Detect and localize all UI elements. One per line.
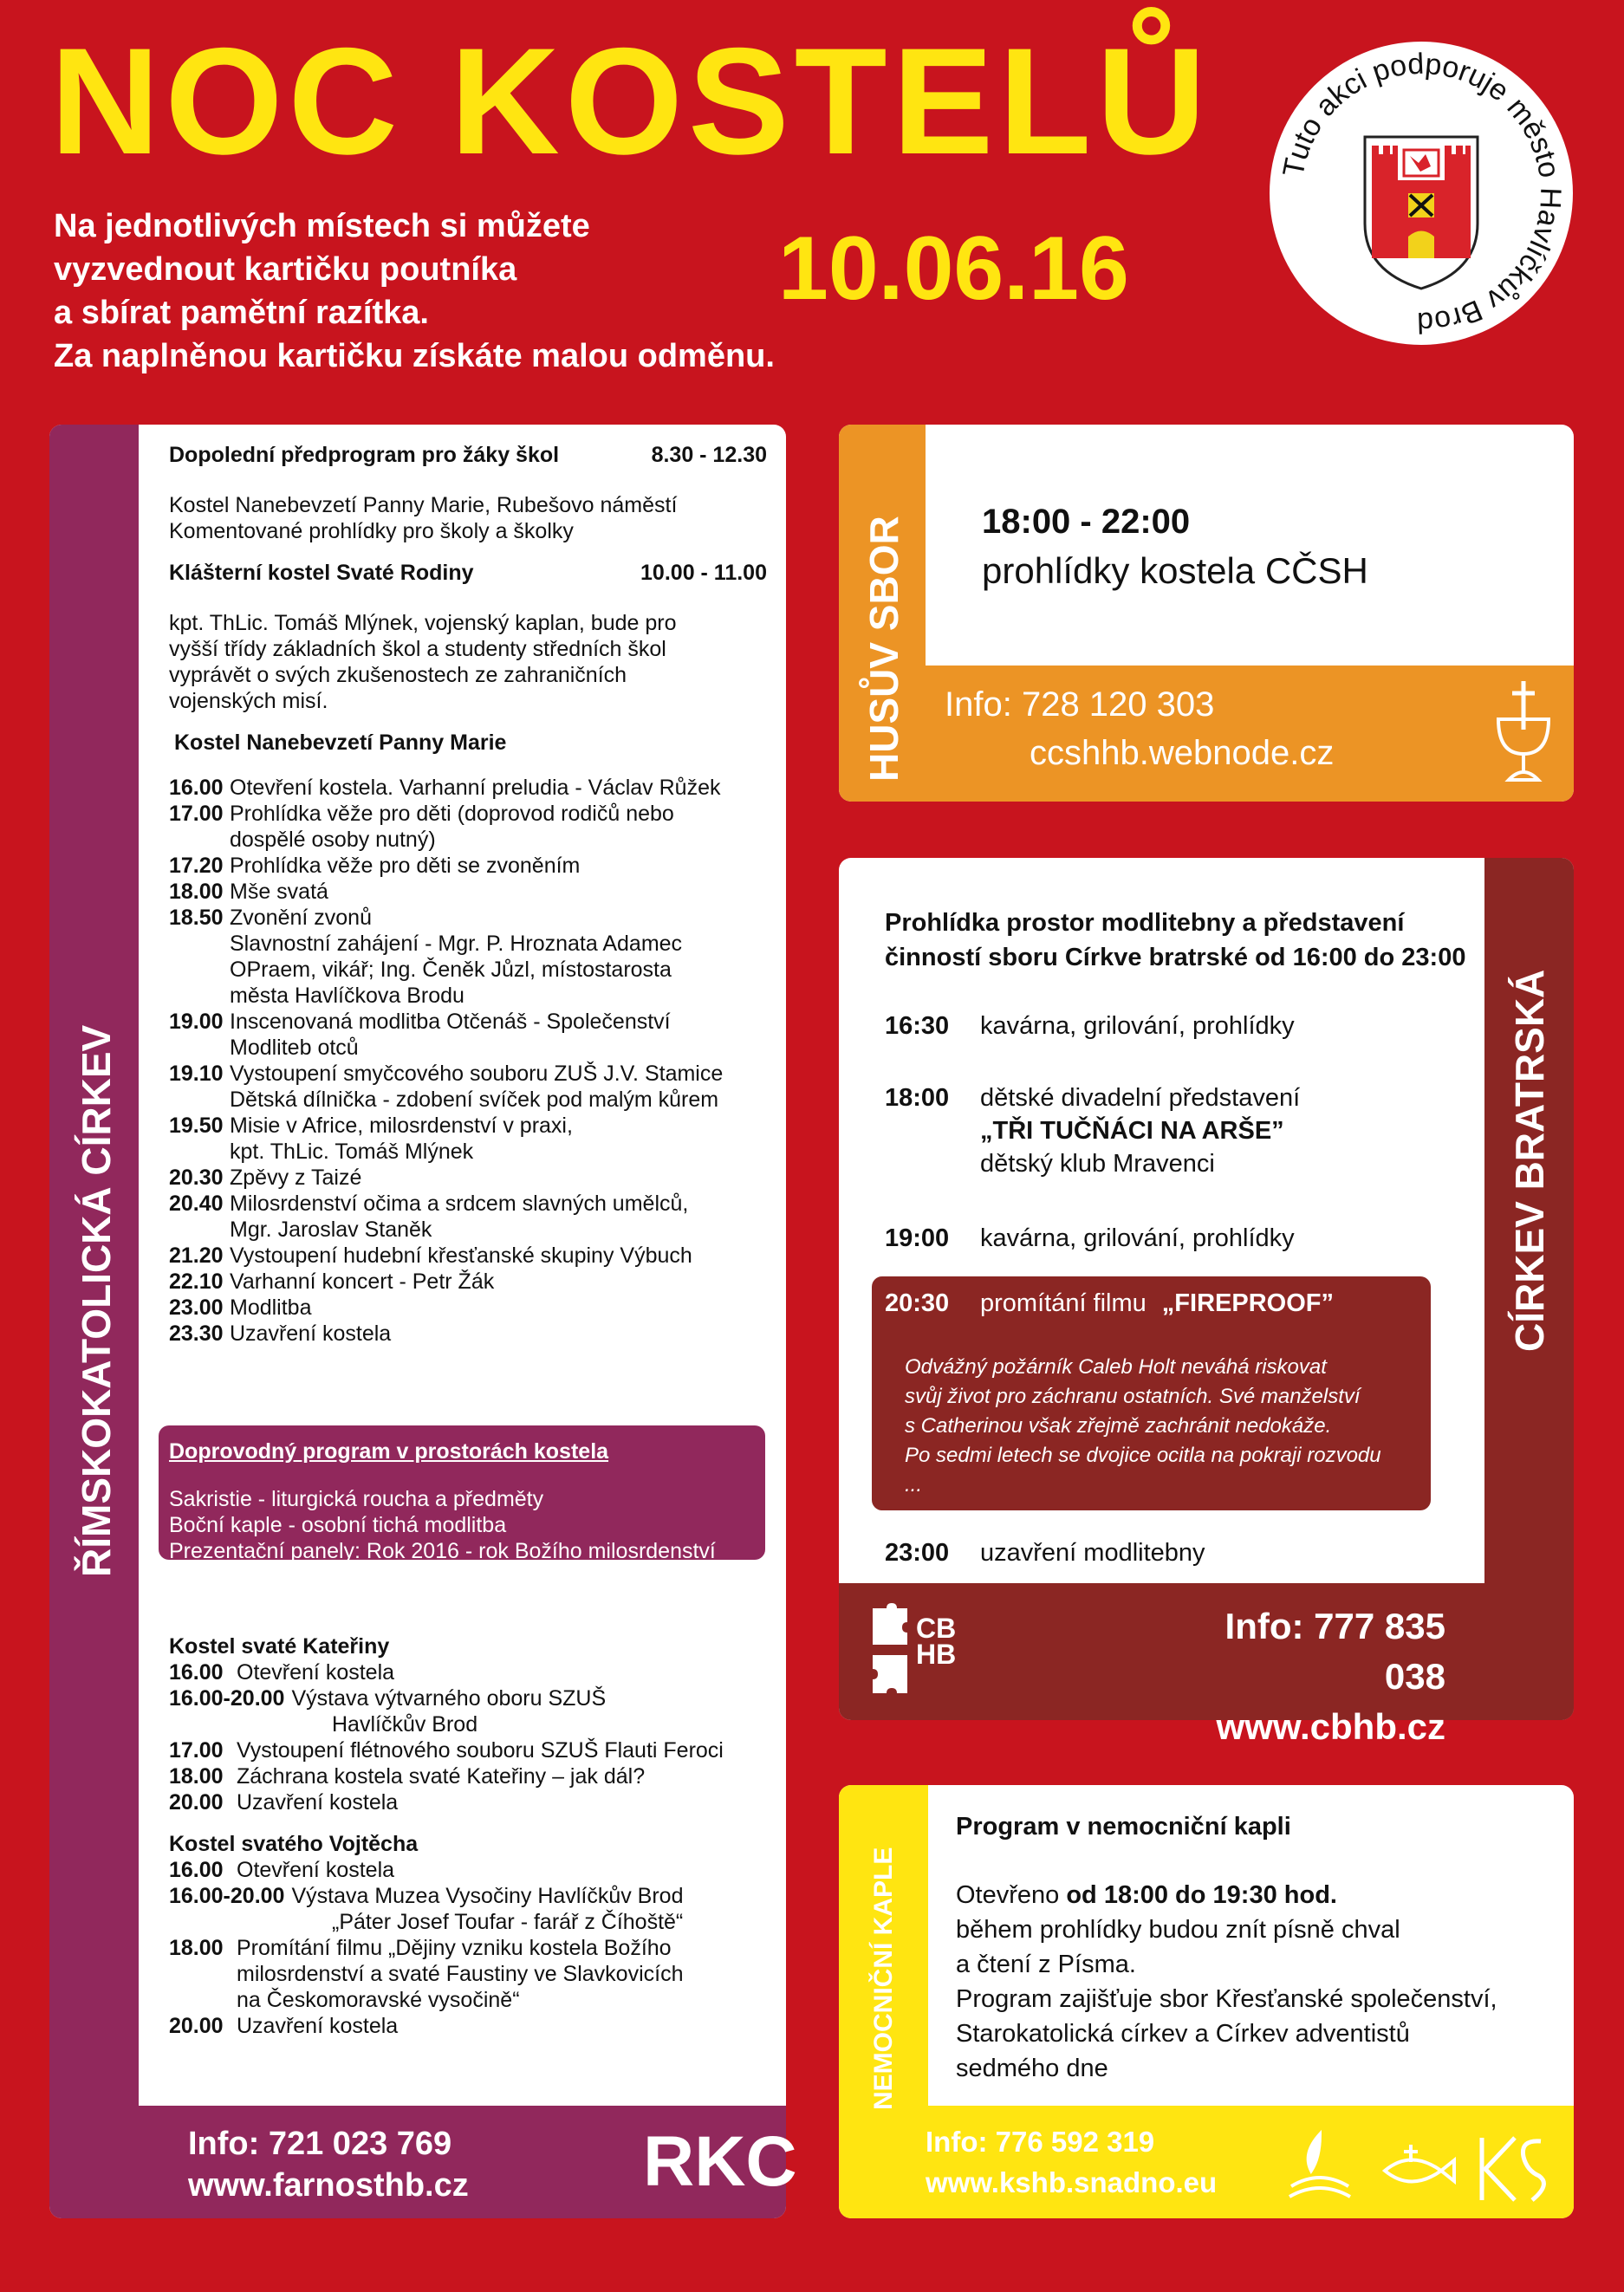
schedule-time: 21.20	[169, 1243, 224, 1268]
schedule-time: 17.20	[169, 854, 224, 878]
hus-info-phone: Info: 728 120 303	[945, 685, 1215, 724]
city-coat-of-arms-icon	[1270, 42, 1573, 345]
schedule-time: 16.00	[169, 776, 224, 800]
schedule-row	[169, 2013, 793, 2039]
cb-row: 23:00 uzavření modlitebny	[885, 1539, 1205, 1567]
rkc-section-katerina	[169, 1633, 793, 2039]
schedule-time	[169, 1711, 290, 1737]
page-title: NOC KOSTELŮ	[50, 17, 1212, 186]
schedule-time: 16.00	[169, 1858, 224, 1882]
nem-title: Program v nemocniční kapli	[956, 1813, 1291, 1841]
schedule-text: Modlitba	[230, 1295, 312, 1320]
schedule-row	[169, 1961, 793, 1987]
schedule-row	[169, 1909, 793, 1935]
schedule-time: 16.00-20.00	[169, 1686, 285, 1711]
cbhb-logo	[869, 1603, 969, 1698]
schedule-row	[169, 1987, 793, 2013]
schedule-list	[169, 1857, 793, 2039]
schedule-time	[169, 931, 230, 957]
schedule-row	[169, 905, 767, 931]
schedule-row	[169, 1935, 793, 1961]
section-title: Kostel svatého Vojtěcha	[169, 1832, 419, 1856]
schedule-time: 19.50	[169, 1114, 224, 1138]
schedule-text: Inscenovaná modlitba Otčenáš - Společenství	[230, 1010, 671, 1034]
schedule-row	[169, 1191, 767, 1217]
puzzle-logo-icon	[869, 1603, 911, 1698]
schedule-list	[169, 775, 767, 1347]
schedule-row	[169, 775, 767, 801]
cb-row: 19:00 kavárna, grilování, prohlídky	[885, 1224, 1295, 1252]
schedule-text: milosrdenství a svaté Faustiny ve Slavkovicích	[237, 1962, 684, 1986]
film-box: 20:30 promítání filmu „FIREPROOF” Odvážný požárník Caleb Holt neváhá riskovat svůj život pro záchranu ostatních. Své manželství s Catherinou však zřejmě zachránit nedokáže. Po sedmi letech se dvojice ocitla na pokraji rozvodu ...	[872, 1276, 1431, 1510]
schedule-time: 20.00	[169, 2014, 224, 2038]
hus-description: prohlídky kostela CČSH	[982, 550, 1368, 591]
hus-time: 18:00 - 22:00	[982, 503, 1191, 541]
schedule-time: 18.00	[169, 1764, 224, 1789]
schedule-time: 20.30	[169, 1165, 224, 1190]
schedule-time	[169, 1909, 290, 1935]
schedule-row	[169, 983, 767, 1009]
nem-panel	[839, 1785, 1574, 2218]
schedule-time	[169, 983, 230, 1009]
schedule-row	[169, 853, 767, 879]
schedule-text: Mše svatá	[230, 880, 328, 904]
schedule-text: Zvonění zvonů	[230, 906, 372, 930]
schedule-row	[169, 1321, 767, 1347]
schedule-time: 18.00	[169, 880, 224, 904]
schedule-text: Vystoupení smyčcového souboru ZUŠ J.V. Stamice	[230, 1062, 724, 1086]
schedule-time	[169, 1087, 230, 1113]
film-title: „FIREPROOF”	[1161, 1289, 1334, 1317]
schedule-text: Otevření kostela. Varhanní preludia - Václav Růžek	[230, 776, 721, 800]
schedule-text: Varhanní koncert - Petr Žák	[230, 1269, 495, 1294]
schedule-text: Promítání filmu „Dějiny vzniku kostela Božího	[237, 1936, 672, 1960]
rkc-info-web[interactable]: www.farnosthb.cz	[188, 2167, 469, 2204]
schedule-row	[169, 827, 767, 853]
cb-row: 18:00 dětské divadelní představení „TŘI TUČŇÁCI NA ARŠE” dětský klub Mravenci	[885, 1084, 1301, 1178]
hus-info-web[interactable]: ccshhb.webnode.cz	[1030, 734, 1335, 772]
film-description: Odvážný požárník Caleb Holt neváhá riskovat svůj život pro záchranu ostatních. Své manželství s Catherinou však zřejmě zachránit nedokáže. Po sedmi letech se dvojice ocitla na pokraji rozvodu ...	[905, 1355, 1381, 1497]
schedule-row	[169, 879, 767, 905]
schedule-row	[169, 1113, 767, 1139]
chalice-cross-icon	[1493, 678, 1554, 786]
schedule-text: Uzavření kostela	[237, 1790, 399, 1815]
ks-logo-icon	[1482, 2138, 1543, 2200]
schedule-row	[169, 1217, 767, 1243]
church-logos-icon	[1281, 2127, 1558, 2210]
schedule-row	[169, 1139, 767, 1165]
schedule-text: Prohlídka věže pro děti (doprovod rodičů nebo	[230, 802, 674, 826]
hus-vertical-label: HUSŮV SBOR	[861, 516, 906, 782]
schedule-time: 19.10	[169, 1062, 224, 1086]
schedule-row	[169, 1295, 767, 1321]
schedule-text: na Českomoravské vysočině“	[237, 1988, 520, 2012]
schedule-text: Modliteb otců	[230, 1036, 359, 1060]
schedule-row	[169, 1685, 793, 1711]
schedule-row	[169, 1763, 793, 1789]
cb-row: 16:30 kavárna, grilování, prohlídky	[885, 1012, 1295, 1040]
schedule-time	[169, 827, 230, 853]
schedule-time	[169, 1035, 230, 1061]
cbhb-logo-text: CB HB	[916, 1613, 957, 1670]
schedule-text: Otevření kostela	[237, 1660, 395, 1685]
accompanying-program-box: Doprovodný program v prostorách kostela Sakristie - liturgická roucha a předměty Boční kaple - osobní tichá modlitba Prezentační panely: Rok 2016 - rok Božího milosrdenství	[159, 1425, 765, 1560]
accompanying-title: Doprovodný program v prostorách kostela	[169, 1439, 609, 1464]
schedule-text: Záchrana kostela svaté Kateřiny – jak dál?	[237, 1764, 646, 1789]
cb-info-web[interactable]: www.cbhb.cz	[1216, 1706, 1445, 1747]
schedule-time: 23.00	[169, 1295, 224, 1320]
nem-info-phone: Info: 776 592 319	[926, 2126, 1155, 2158]
rkc-section-school: Dopolední předprogram pro žáky škol 8.30 - 12.30 Kostel Nanebevzetí Panny Marie, Rubešovo náměstí Komentované prohlídky pro školy a školky Klášterní kostel Svaté Rodiny 10.00 - 11.00 kpt. ThLic. Tomáš Mlýnek, vojenský kaplan, bude pro vyšší třídy základních škol a studenty středních škol vyprávět o svých zkušenostech ze zahraničních vojenských misí. Kostel Nanebevzetí Panny Marie 16.00 Otevření kostela. Varhanní preludia - Václav Růžek 17.00 Prohlídka věže pro děti (doprovod rodičů nebo dospělé osoby nutný) 17.20 Prohlídka věže pro děti se zvoněním 18.00 Mše svatá 18.50 Zvonění zvonů Slavnostní zahájení - Mgr. P. Hroznata Adamec OPraem, vikář; Ing. Čeněk Jůzl, místostarosta města Havlíčkova Brodu 19.00 Inscenovaná modlitba Otčenáš - Společenství Modliteb otců 19.10 Vystoupení smyčcového souboru ZUŠ J.V. Stamice Dětská dílnička - zdobení svíček pod malým kůrem 19.50 Misie v Africe, milosrdenství v praxi, kpt. ThLic. Tomáš Mlýnek 20.30 Zpěvy z Taizé 20.40 Milosrdenství očima a srdcem slavných umělců, Mgr. Jaroslav Staněk 21.20 Vystoupení hudební křesťanské skupiny Výbuch 22.10 Varhanní koncert - Petr Žák 23.00 Modlitba 23.30 Uzavření kostela	[169, 443, 767, 1346]
schedule-text: Misie v Africe, milosrdenství v praxi,	[230, 1114, 573, 1138]
rkc-vertical-label: ŘÍMSKOKATOLICKÁ CÍRKEV	[74, 1024, 119, 1577]
schedule-row	[169, 1009, 767, 1035]
schedule-text: Dětská dílnička - zdobení svíček pod malým kůrem	[230, 1088, 719, 1112]
schedule-time: 22.10	[169, 1269, 224, 1294]
schedule-time: 17.00	[169, 1738, 224, 1763]
schedule-row	[169, 1269, 767, 1295]
section-title: Kostel Nanebevzetí Panny Marie	[174, 730, 507, 755]
rkc-panel	[49, 425, 797, 2218]
section-title: Kostel svaté Kateřiny	[169, 1634, 390, 1659]
schedule-text: Havlíčkův Brod	[332, 1712, 478, 1737]
seal-text: Tuto akci podporuje město Havlíčkův Brod	[1276, 47, 1568, 340]
rkc-logo: RKC	[643, 2122, 797, 2201]
schedule-row	[169, 957, 767, 983]
cb-info-phone: Info: 777 835 038	[1224, 1606, 1445, 1697]
schedule-row	[169, 1711, 793, 1737]
intro-text: Na jednotlivých místech si můžete vyzvednout kartičku poutníka a sbírat pamětní razítka. Za naplněnou kartičku získáte malou odměnu.	[54, 208, 775, 374]
schedule-text: Vystoupení hudební křesťanské skupiny Výbuch	[230, 1243, 692, 1268]
city-seal	[1270, 42, 1573, 345]
schedule-row	[169, 1087, 767, 1113]
schedule-text: Prohlídka věže pro děti se zvoněním	[230, 854, 581, 878]
nem-text: Otevřeno od 18:00 do 19:30 hod. během prohlídky budou znít písně chval a čtení z Písma. Program zajišťuje sbor Křesťanské společenství, Starokatolická církev a Církev adventistů sedmého dne	[956, 1881, 1497, 2082]
rkc-info-phone: Info: 721 023 769	[188, 2126, 452, 2162]
schedule-time: 16.00-20.00	[169, 1884, 285, 1908]
schedule-time: 18.50	[169, 906, 224, 930]
schedule-text: Výstava Muzea Vysočiny Havlíčkův Brod	[291, 1884, 684, 1908]
nem-info-web[interactable]: www.kshb.snadno.eu	[926, 2166, 1218, 2198]
schedule-row	[169, 1061, 767, 1087]
schedule-text: Vystoupení flétnového souboru SZUŠ Flauti Feroci	[237, 1738, 724, 1763]
schedule-text: Uzavření kostela	[237, 2014, 399, 2038]
section-title: Klášterní kostel Svaté Rodiny	[169, 561, 474, 585]
schedule-text: Slavnostní zahájení - Mgr. P. Hroznata Adamec	[230, 932, 683, 956]
schedule-text: „Páter Josef Toufar - farář z Číhoště“	[332, 1910, 684, 1934]
rkc-footer	[139, 2106, 797, 2218]
schedule-row	[169, 1883, 793, 1909]
schedule-row	[169, 1659, 793, 1685]
schedule-text: Výstava výtvarného oboru SZUŠ	[291, 1686, 607, 1711]
schedule-time: 20.00	[169, 1790, 224, 1815]
event-date: 10.06.16	[778, 218, 1129, 319]
cb-intro: Prohlídka prostor modlitebny a představení činností sboru Církve bratrské od 16:00 do 23:00	[885, 909, 1466, 971]
section-time: 8.30 - 12.30	[651, 443, 767, 467]
schedule-text: Milosrdenství očima a srdcem slavných umělců,	[230, 1191, 689, 1216]
schedule-time: 23.30	[169, 1321, 224, 1346]
schedule-text: kpt. ThLic. Tomáš Mlýnek	[230, 1140, 474, 1164]
schedule-text: Mgr. Jaroslav Staněk	[230, 1217, 432, 1242]
cb-vertical-label: CÍRKEV BRATRSKÁ	[1507, 969, 1552, 1352]
schedule-text: Otevření kostela	[237, 1858, 395, 1882]
schedule-text: Zpěvy z Taizé	[230, 1165, 362, 1190]
schedule-time: 18.00	[169, 1936, 224, 1960]
schedule-time: 20.40	[169, 1191, 224, 1216]
schedule-text: dospělé osoby nutný)	[230, 828, 436, 852]
schedule-text: OPraem, vikář; Ing. Čeněk Jůzl, místostarosta	[230, 958, 672, 982]
nem-vertical-label: NEMOCNIČNÍ KAPLE	[869, 1847, 898, 2110]
adventist-logo-icon	[1289, 2134, 1350, 2197]
schedule-row	[169, 1737, 793, 1763]
schedule-time	[169, 1217, 230, 1243]
schedule-time: 16.00	[169, 1660, 224, 1685]
schedule-text: Uzavření kostela	[230, 1321, 392, 1346]
cb-panel	[839, 858, 1574, 1747]
schedule-time	[169, 957, 230, 983]
schedule-time	[169, 1961, 230, 1987]
schedule-text: města Havlíčkova Brodu	[230, 984, 464, 1008]
schedule-row	[169, 1789, 793, 1815]
schedule-row	[169, 1243, 767, 1269]
fish-logo-icon	[1385, 2145, 1454, 2182]
schedule-time: 17.00	[169, 802, 224, 826]
section-title: Dopolední předprogram pro žáky škol	[169, 443, 560, 467]
hus-panel	[839, 425, 1574, 802]
schedule-row	[169, 1035, 767, 1061]
schedule-row	[169, 1165, 767, 1191]
section-time: 10.00 - 11.00	[640, 561, 767, 585]
schedule-time: 19.00	[169, 1010, 224, 1034]
schedule-row	[169, 801, 767, 827]
schedule-time	[169, 1139, 230, 1165]
schedule-row	[169, 931, 767, 957]
schedule-list	[169, 1659, 793, 1815]
schedule-row	[169, 1857, 793, 1883]
schedule-time	[169, 1987, 230, 2013]
